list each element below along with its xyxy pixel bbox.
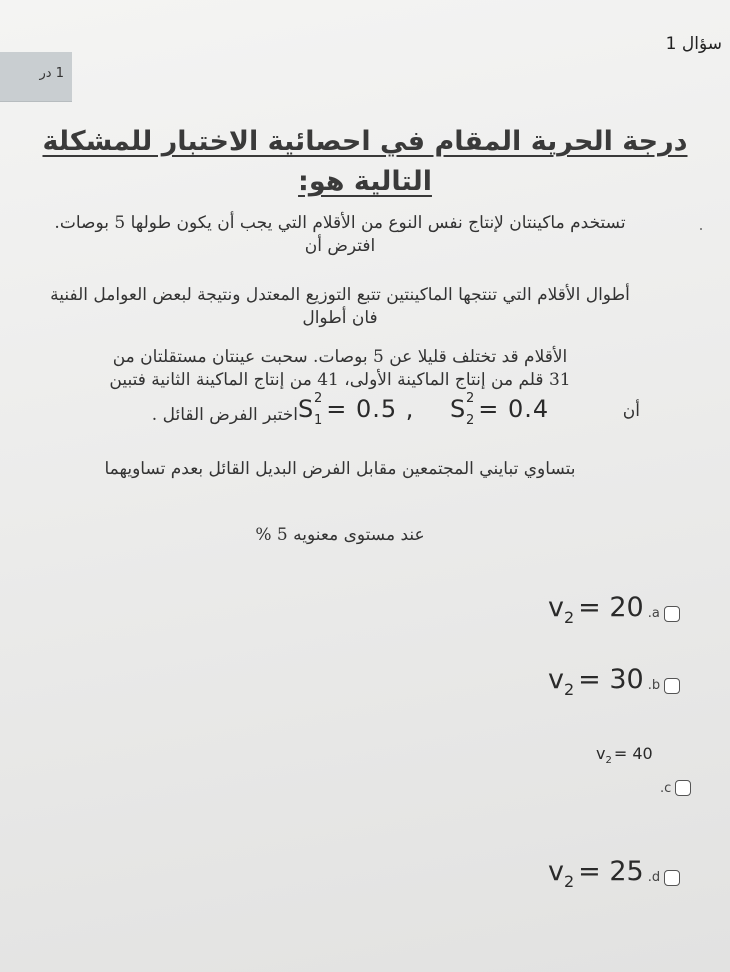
option-a-radio[interactable]: [664, 606, 680, 622]
option-c-radio[interactable]: [675, 780, 691, 796]
question-paragraph-3: [40, 346, 640, 392]
question-number-label: سؤال 1: [665, 34, 722, 54]
test-hypothesis-text: اختبر الفرض القائل .: [151, 405, 298, 425]
s1-value: = 0.5 ,: [326, 395, 415, 423]
paragraph-3-line-2: 31 قلم من إنتاج الماكينة الأولى، 41 من إنتاج الماكينة الثانية فتبين: [109, 370, 571, 390]
option-a-letter: .a: [647, 606, 660, 621]
option-b-radio[interactable]: [664, 678, 680, 694]
option-c[interactable]: [660, 780, 691, 796]
question-paragraph-2: أطوال الأقلام التي تنتجها الماكينتين تتبع التوزيع المعتدل ونتيجة لبعض العوامل الفنية فان أطوال: [50, 285, 630, 328]
decorative-dot: [700, 228, 702, 230]
s2-value: = 0.4: [478, 395, 550, 423]
grade-box: [0, 52, 72, 102]
grade-label: 1 در: [39, 66, 64, 81]
option-d-formula: $v_2 = 25$: [548, 856, 644, 891]
option-d[interactable]: [548, 856, 680, 891]
option-c-letter: .c: [660, 780, 672, 796]
option-b-formula: $v_2 = 30$: [548, 664, 644, 699]
question-title: درجة الحرية المقام في احصائية الاختبار للمشكلة التالية هو:: [42, 126, 688, 197]
question-paragraph-5: عند مستوى معنويه 5 %: [255, 525, 425, 545]
option-a-formula: $v_2 = 20$: [548, 592, 644, 627]
option-a[interactable]: [548, 592, 680, 627]
paragraph-3-line-1: الأقلام قد تختلف قليلا عن 5 بوصات. سحبت عينتان مستقلتان من: [112, 347, 568, 367]
option-b-letter: .b: [647, 678, 661, 693]
an-word: أن: [622, 401, 640, 421]
s1-formula: S 2 1 = 0.5 ,: [298, 391, 415, 428]
option-b[interactable]: [548, 664, 680, 699]
question-paragraph-1: تستخدم ماكينتان لإنتاج نفس النوع من الأقلام التي يجب أن يكون طولها 5 بوصات. افترض أن: [54, 213, 626, 256]
option-d-letter: .d: [647, 870, 661, 885]
question-paragraph-4: بتساوي تبايني المجتمعين مقابل الفرض البديل القائل بعدم تساويهما: [104, 459, 576, 479]
option-d-radio[interactable]: [664, 870, 680, 886]
s2-formula: S 2 2 = 0.4: [450, 391, 550, 428]
option-c-formula: $v_2 = 40$: [596, 744, 653, 766]
